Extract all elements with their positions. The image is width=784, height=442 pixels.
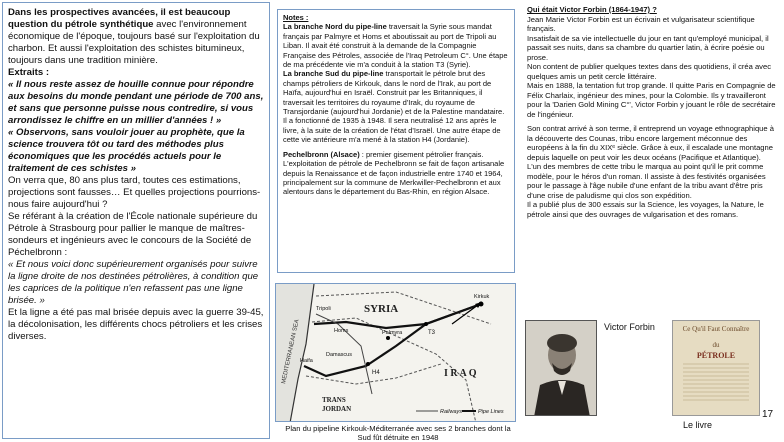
legend-railways: Railways bbox=[440, 409, 463, 415]
label-t3: T3 bbox=[428, 330, 436, 336]
book-cover bbox=[672, 320, 760, 416]
legend-pipelines: Pipe Lines bbox=[478, 409, 504, 415]
left-text-panel bbox=[2, 2, 270, 439]
note-branche-nord-title: La branche Nord du pipe-line bbox=[283, 22, 387, 32]
commentary-ecole: Se référant à la création de l'École nationale supérieure du Pétrole à Strasbourg pour pallier le manque de maîtres-sondeurs et ingénieurs avec le concours de la Société de Péchelbronn : bbox=[8, 211, 258, 258]
label-h4: H4 bbox=[372, 370, 380, 376]
note-pechelbronn-text: : premier gisement pétrolier français. L'exploitation de pétrole de Pechelbronn se fait de façon artisanale depuis la Renaissance et de façon industrielle entre 1740 et 1964, principalement sur la commune de Merkwiller-Pechelbronn et aux alentours dans le département du Bas-Rhin, en région Alsace. bbox=[283, 149, 505, 197]
label-transjordan-1: TRANS bbox=[322, 396, 346, 404]
book-title-du: du bbox=[712, 341, 720, 349]
quote-houille: « Il nous reste assez de houille connue pour répondre aux besoins du monde pendant une période de 700 ans, et sans que personne puisse nous contredire, si vous arrondissez le chiffre en un millier d'années ! » bbox=[8, 79, 264, 126]
bio-paragraph-1: Jean Marie Victor Forbin est un écrivain et vulgarisateur scientifique français. bbox=[527, 14, 755, 33]
label-iraq: I R A Q bbox=[444, 368, 477, 379]
label-damascus: Damascus bbox=[326, 352, 352, 358]
note-branche-nord bbox=[283, 22, 509, 69]
note-branche-nord-text: traversait la Syrie sous mandat français par Palmyre et Homs et aboutissait au port de Tripoli au Liban. Il avait été construit à la demande de la Compagnie Française des Pétroles, associée de l'Iraq Petroleum C°. Une étape de ma précédente vie m'a conduit à la station T3 (Syrie). bbox=[283, 22, 508, 70]
book-label: Le livre bbox=[683, 420, 713, 430]
portrait-illustration bbox=[526, 321, 597, 416]
map-caption: Plan du pipeline Kirkouk-Méditerranée avec ses 2 branches dont la Sud fût détruite en 1948 bbox=[285, 424, 511, 442]
label-transjordan-2: JORDAN bbox=[322, 405, 352, 413]
bio-paragraph-2: Insatisfait de sa vie intellectuelle du jour en tant qu'employé municipal, il passait ses nuits, dans sa chambre du quartier latin, à écrire poésie ou prose. bbox=[527, 33, 769, 62]
pipeline-map-drawing bbox=[276, 284, 516, 422]
note-pechelbronn-title: Pechelbronn (Alsace) bbox=[283, 149, 360, 159]
book-cover-pattern bbox=[683, 361, 749, 401]
portrait-label: Victor Forbin bbox=[604, 322, 655, 332]
intro-bold: Dans les prospectives avancées, il est beaucoup question du pétrole synthétique bbox=[8, 7, 231, 30]
book-title-top: Ce Qu'il Faut Connaître bbox=[682, 325, 750, 333]
quote-schistes: « Observons, sans vouloir jouer au prophète, que la science trouvera tôt ou tard des méthodes plus économiques que les procédés actuels pour le traitement de ces schistes » bbox=[8, 127, 245, 174]
extraits-heading: Extraits : bbox=[8, 67, 50, 78]
note-pechelbronn bbox=[283, 150, 509, 197]
biography-title: Qui était Victor Forbin (1864-1947) ? bbox=[527, 5, 657, 14]
label-haifa: Haifa bbox=[300, 358, 313, 364]
biography-panel bbox=[521, 2, 782, 315]
book-title-petrole: PÉTROLE bbox=[696, 351, 736, 360]
bio-paragraph-3: Non content de publier quelques textes dans des quotidiens, il créa avec quelques amis un petit cercle littéraire. bbox=[527, 62, 772, 81]
commentary-projections: On verra que, 80 ans plus tard, toutes ces estimations, projections sont fausses… Et quelles projections pourrions-nous faire aujourd'hui ? bbox=[8, 175, 261, 210]
bio-paragraph-6: Il a publié plus de 300 essais sur la Science, les voyages, la Nature, le pétrole ainsi que des ouvrages de vulgarisation et des romans. bbox=[527, 200, 764, 219]
intro-rest: avec l'environnement économique de l'époque, toujours basé sur l'exploitation du charbon. Et aussi l'exploitation des schistes bitumineux, toujours dans une tradition minière. bbox=[8, 19, 260, 66]
label-kirkuk: Kirkuk bbox=[474, 294, 490, 300]
notes-panel bbox=[277, 9, 515, 273]
label-syria: SYRIA bbox=[364, 303, 399, 315]
note-branche-sud-title: La branche Sud du pipe-line bbox=[283, 69, 384, 79]
commentary-ligne-brisee: Et la ligne a été pas mal brisée depuis avec la guerre 39-45, la décolonisation, les différents chocs pétroliers et les crises diverses. bbox=[8, 307, 264, 342]
page-number: 17 bbox=[762, 409, 774, 420]
quote-ligne: « Et nous voici donc supérieurement organisés pour suivre la ligne droite de nos destinées pétrolières, à condition que les caprices de la politique n'en refassent pas une ligne brisée. » bbox=[8, 259, 259, 306]
intro-paragraph bbox=[8, 7, 264, 67]
note-branche-sud bbox=[283, 69, 509, 144]
bio-paragraph-5: Son contrat arrivé à son terme, il entreprend un voyage ethnographique à la découverte des Counas, tribu encore largement méconnue des européens à la fin du XIXᵉ siècle. Grâce à eux, il escalade une montagne depuis laquelle on peut voir les deux océans (Pacifique et Atlantique). L'un des membres de cette tribu le marqua au point qu'il le prit comme modèle, pour le héros d'un roman. Il assiste à des festivités organisées pour le passage à l'âge nubile d'une enfant de la tribu avant d'être pris d'une crise de paludisme qui clos son expédition. bbox=[527, 124, 774, 200]
pipeline-map bbox=[275, 283, 516, 422]
bio-paragraph-4: Mais en 1888, la tentation fut trop grande. Il quitte Paris en Compagnie de Félix Charlaix, ingénieur des mines, pour la Colombie. Ils y travailleront pour la 'Darien Gold Mining C°', Victor Forbin y jouant le rôle de secrétaire de l'ingénieur. bbox=[527, 81, 776, 119]
label-med-sea: MEDITERRANEAN SEA bbox=[281, 318, 301, 385]
note-branche-sud-text: transportait le pétrole brut des champs pétroliers de Kirkouk, dans le nord de l'Irak, au port de Haïfa, aujourd'hui en Israël. Construit par les Britanniques, il traversait les territoires du royaume d'Irak, du royaume de Transjordanie (aujourd'hui Jordanie) et de la Palestine mandataire. Il a fonctionné de 1935 à 1948. Il sera neutralisé 12 ans après le livre, à la suite de la création de l'état d'Israël. Une autre étape de cette vie antérieure m'a mené à la station H4 (Jordanie). bbox=[283, 69, 505, 145]
label-tripoli: Tripoli bbox=[316, 306, 331, 312]
label-palmyra: Palmyra bbox=[382, 330, 403, 336]
portrait-photo bbox=[525, 320, 597, 416]
label-homs: Homs bbox=[334, 328, 349, 334]
notes-title: Notes : bbox=[283, 13, 309, 22]
